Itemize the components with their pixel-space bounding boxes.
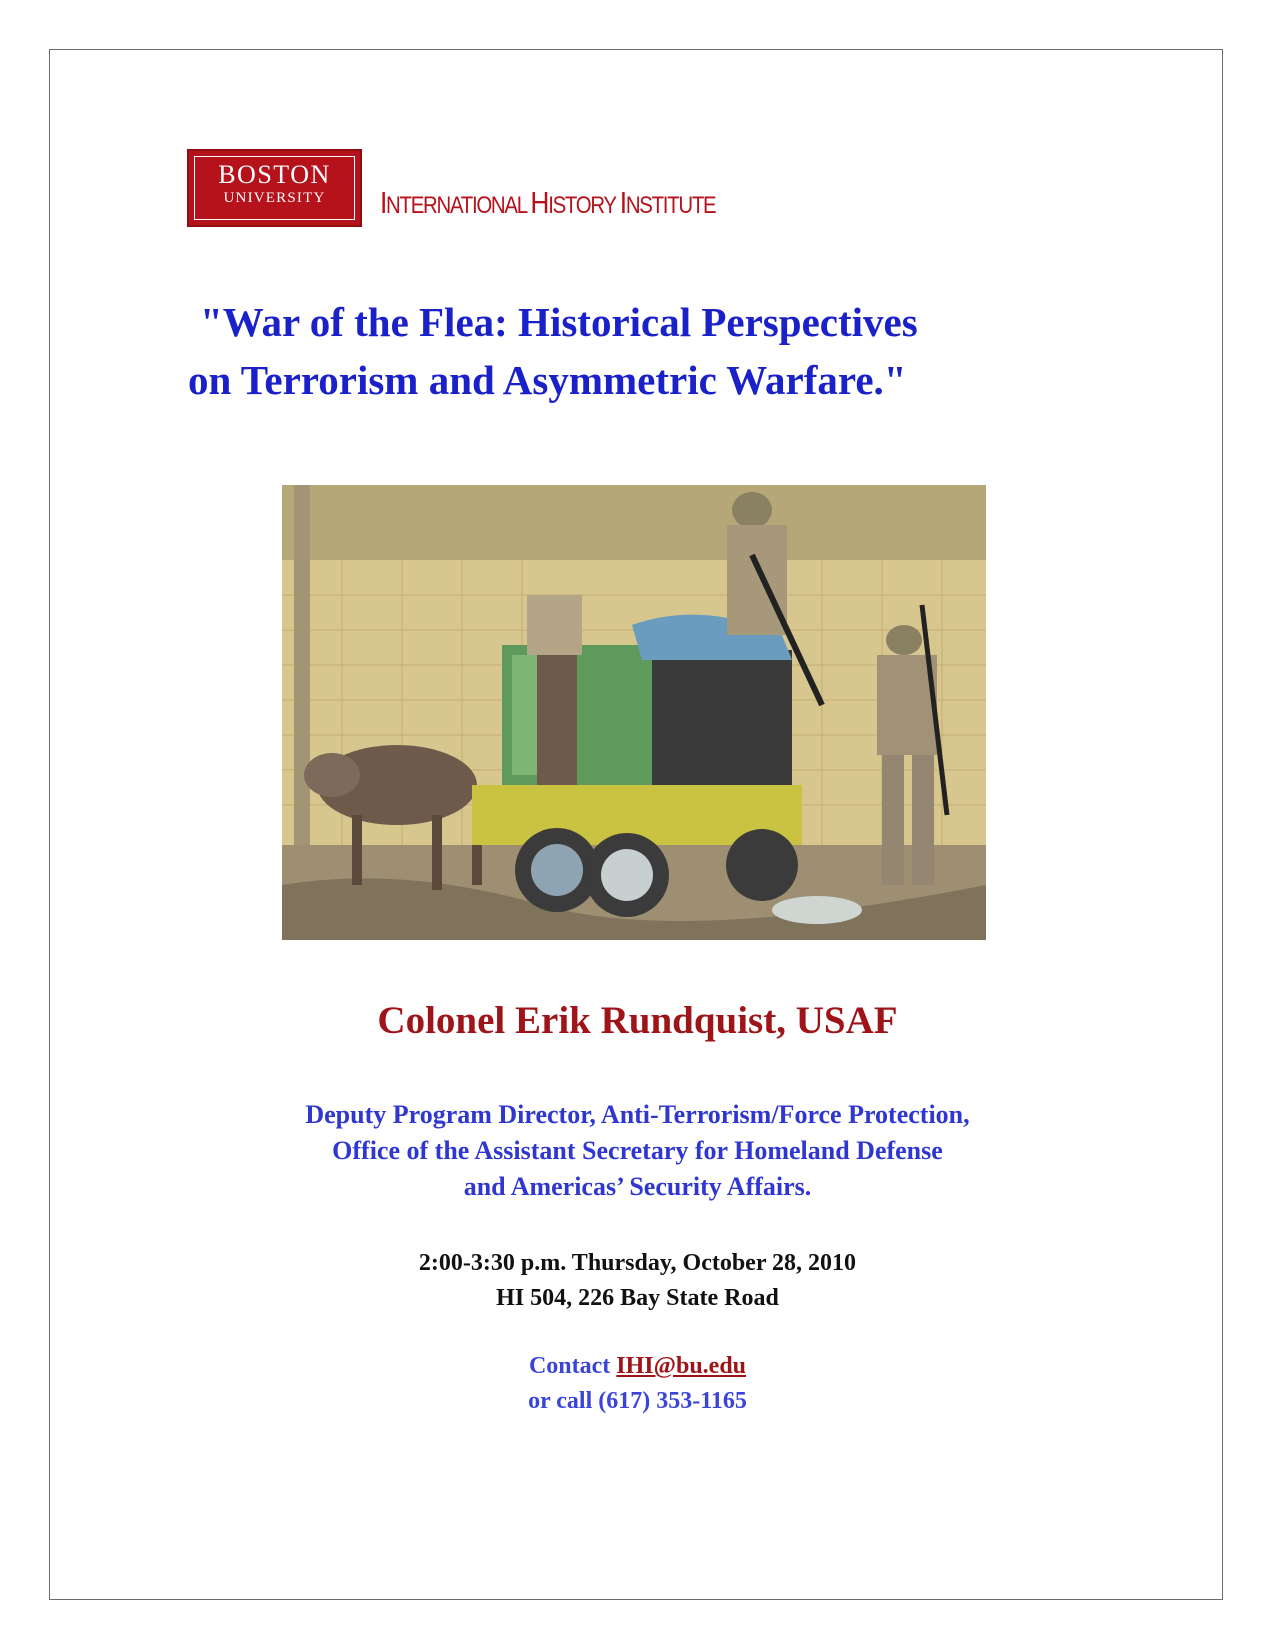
photo-soldier2-helmet — [886, 625, 922, 655]
photo-wheel — [726, 829, 798, 901]
photo-soldier-helmet — [732, 492, 772, 528]
photo-bag — [772, 896, 862, 924]
event-title — [170, 293, 1110, 409]
speaker-affiliation — [0, 1097, 1275, 1205]
event-title-line-2: on Terrorism and Asymmetric Warfare." — [188, 357, 907, 403]
event-title-line-1: "War of the Flea: Historical Perspectives — [200, 299, 918, 345]
photo-top-wall — [282, 485, 986, 560]
photo-man-legs — [537, 655, 577, 785]
photo-soldier-body — [727, 525, 787, 635]
affiliation-line-2: Office of the Assistant Secretary for Homeland Defense — [332, 1136, 943, 1165]
institute-name-cap-2: H — [530, 185, 549, 220]
photo-wheel-hub — [601, 849, 653, 901]
event-photo — [282, 485, 986, 940]
institute-name-cap-3: I — [619, 185, 626, 220]
institute-name — [380, 186, 715, 223]
contact-email-link[interactable]: IHI@bu.edu — [616, 1353, 747, 1379]
logo-line-university: UNIVERSITY — [223, 190, 326, 206]
logo-inner-border — [194, 156, 355, 220]
contact-info — [0, 1349, 1275, 1419]
institute-name-cap-1: I — [380, 185, 387, 220]
photo-soldier2-leg — [882, 755, 904, 885]
affiliation-line-1: Deputy Program Director, Anti-Terrorism/Force Protection, — [305, 1100, 970, 1129]
photo-donkey-leg — [432, 815, 442, 890]
photo-donkey-head — [304, 753, 360, 797]
photo-wheel-hub — [531, 844, 583, 896]
event-location: HI 504, 226 Bay State Road — [496, 1285, 779, 1311]
photo-donkey-leg — [352, 815, 362, 885]
institute-name-rest-3: NSTITUTE — [625, 192, 716, 219]
boston-university-logo — [187, 149, 362, 227]
event-details — [0, 1246, 1275, 1316]
photo-soldier2-leg — [912, 755, 934, 885]
contact-label: Contact — [528, 1353, 617, 1379]
speaker-name: Colonel Erik Rundquist, USAF — [377, 999, 898, 1042]
logo-line-boston: BOSTON — [218, 160, 331, 189]
institute-name-rest-2: ISTORY — [548, 192, 620, 219]
photo-man-torso — [527, 595, 582, 655]
photo-pole — [294, 485, 310, 865]
contact-phone: or call (617) 353-1165 — [528, 1388, 747, 1414]
institute-name-rest-1: NTERNATIONAL — [386, 192, 531, 219]
affiliation-line-3: and Americas’ Security Affairs. — [463, 1172, 812, 1201]
photo-cart-dark-structure — [652, 650, 792, 785]
event-time-date: 2:00-3:30 p.m. Thursday, October 28, 2010 — [418, 1250, 857, 1276]
contact-line — [0, 1349, 1275, 1384]
